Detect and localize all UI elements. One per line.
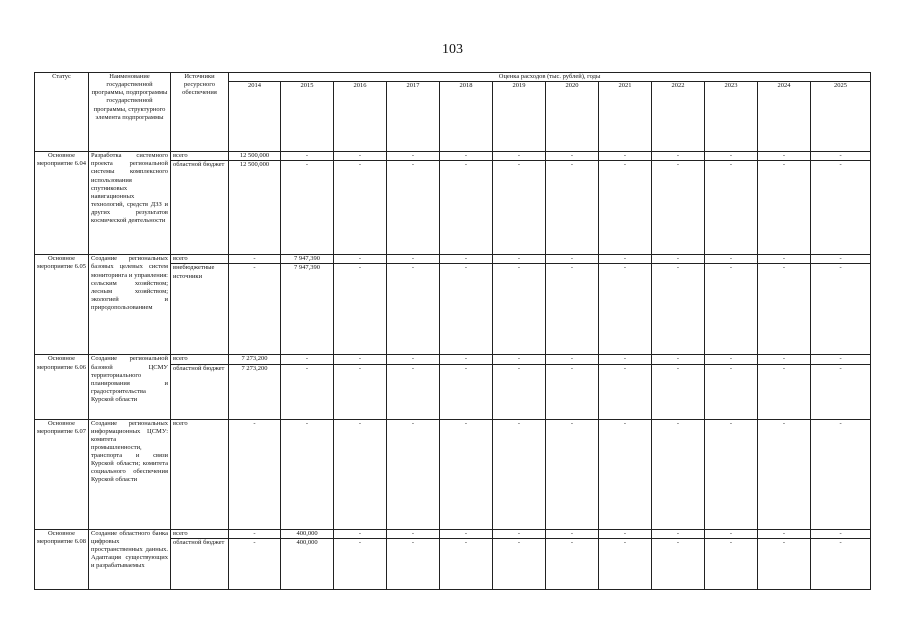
value-cell: - <box>811 529 871 538</box>
value-cell: - <box>440 161 493 255</box>
year-header: 2025 <box>811 82 871 152</box>
value-cell: - <box>440 364 493 419</box>
value-cell: - <box>705 419 758 529</box>
value-cell: - <box>440 529 493 538</box>
value-cell: - <box>387 264 440 355</box>
status-cell: Основное мероприятие 6.06 <box>35 355 89 419</box>
source-cell: всего <box>171 419 229 529</box>
value-cell: - <box>281 161 334 255</box>
value-cell: - <box>599 161 652 255</box>
value-cell: - <box>705 152 758 161</box>
value-cell: - <box>758 161 811 255</box>
value-cell: - <box>599 264 652 355</box>
value-cell: - <box>811 255 871 264</box>
value-cell: - <box>811 264 871 355</box>
value-cell: 7 273,200 <box>229 355 281 364</box>
value-cell: - <box>652 529 705 538</box>
value-cell: - <box>546 538 599 589</box>
value-cell: - <box>281 152 334 161</box>
value-cell: - <box>387 161 440 255</box>
measure-name-cell: Создание региональных информационных ЦСМУ: комитета промышленности, транспорта и связи Курской области; комитета социального обеспечения Курской области <box>89 419 171 529</box>
value-cell: - <box>599 419 652 529</box>
year-header: 2016 <box>334 82 387 152</box>
year-header: 2022 <box>652 82 705 152</box>
value-cell: - <box>811 538 871 589</box>
value-cell: - <box>705 264 758 355</box>
value-cell: 400,000 <box>281 529 334 538</box>
value-cell: - <box>387 255 440 264</box>
table-row <box>35 355 871 364</box>
table-row <box>35 419 871 529</box>
value-cell: - <box>758 264 811 355</box>
status-cell: Основное мероприятие 6.04 <box>35 152 89 255</box>
value-cell: - <box>652 161 705 255</box>
source-cell: всего <box>171 255 229 264</box>
year-header: 2019 <box>493 82 546 152</box>
value-cell: - <box>493 529 546 538</box>
value-cell: - <box>546 255 599 264</box>
value-cell: - <box>758 364 811 419</box>
source-cell: всего <box>171 355 229 364</box>
value-cell: - <box>758 538 811 589</box>
value-cell: - <box>334 364 387 419</box>
value-cell: - <box>493 364 546 419</box>
value-cell: - <box>705 355 758 364</box>
value-cell: - <box>334 538 387 589</box>
value-cell: - <box>705 161 758 255</box>
value-cell: - <box>705 364 758 419</box>
status-cell: Основное мероприятие 6.05 <box>35 255 89 355</box>
value-cell: - <box>599 152 652 161</box>
value-cell: - <box>705 255 758 264</box>
value-cell: - <box>493 538 546 589</box>
value-cell: - <box>758 255 811 264</box>
year-header: 2017 <box>387 82 440 152</box>
value-cell: - <box>493 419 546 529</box>
value-cell: 12 500,000 <box>229 152 281 161</box>
page-number: 103 <box>442 42 463 57</box>
value-cell: - <box>705 538 758 589</box>
value-cell: - <box>546 152 599 161</box>
value-cell: - <box>652 255 705 264</box>
value-cell: - <box>281 419 334 529</box>
value-cell: - <box>387 538 440 589</box>
value-cell: - <box>652 364 705 419</box>
value-cell: - <box>229 538 281 589</box>
value-cell: - <box>599 538 652 589</box>
value-cell: - <box>440 255 493 264</box>
status-cell: Основное мероприятие 6.07 <box>35 419 89 529</box>
value-cell: 12 500,000 <box>229 161 281 255</box>
value-cell: - <box>546 364 599 419</box>
value-cell: - <box>387 152 440 161</box>
value-cell: - <box>546 264 599 355</box>
value-cell: - <box>758 355 811 364</box>
source-cell: внебюджетные источники <box>171 264 229 355</box>
value-cell: - <box>811 161 871 255</box>
value-cell: - <box>758 419 811 529</box>
value-cell: - <box>758 152 811 161</box>
source-cell: областной бюджет <box>171 538 229 589</box>
value-cell: - <box>387 529 440 538</box>
source-cell: областной бюджет <box>171 161 229 255</box>
value-cell: - <box>652 264 705 355</box>
value-cell: - <box>334 419 387 529</box>
year-header: 2024 <box>758 82 811 152</box>
value-cell: - <box>334 264 387 355</box>
value-cell: - <box>334 355 387 364</box>
value-cell: - <box>440 152 493 161</box>
value-cell: - <box>546 419 599 529</box>
value-cell: - <box>599 355 652 364</box>
value-cell: - <box>387 364 440 419</box>
header-status: Статус <box>35 73 89 152</box>
table-row <box>35 529 871 538</box>
measure-name-cell: Создание областного банка цифровых пространственных данных. Адаптация существующих и разрабатываемых <box>89 529 171 589</box>
value-cell: - <box>758 529 811 538</box>
value-cell: - <box>652 355 705 364</box>
value-cell: - <box>281 364 334 419</box>
value-cell: - <box>546 161 599 255</box>
value-cell: - <box>652 419 705 529</box>
value-cell: 400,000 <box>281 538 334 589</box>
value-cell: - <box>493 255 546 264</box>
value-cell: - <box>387 355 440 364</box>
value-cell: - <box>229 264 281 355</box>
table-row <box>35 152 871 161</box>
value-cell: - <box>811 364 871 419</box>
value-cell: - <box>493 161 546 255</box>
value-cell: - <box>811 419 871 529</box>
year-header: 2023 <box>705 82 758 152</box>
value-cell: - <box>493 355 546 364</box>
year-header: 2020 <box>546 82 599 152</box>
value-cell: - <box>493 264 546 355</box>
year-header: 2015 <box>281 82 334 152</box>
source-cell: всего <box>171 152 229 161</box>
status-cell: Основное мероприятие 6.08 <box>35 529 89 589</box>
measure-name-cell: Разработка системного проекта региональной системы комплексного использования спутниковых навигационных технологий, средств ДЗЗ и других результатов космической деятельности <box>89 152 171 255</box>
value-cell: - <box>229 255 281 264</box>
value-cell: - <box>811 355 871 364</box>
measure-name-cell: Создание региональной базовой ЦСМУ территориального планирования и градостроительства Курской области <box>89 355 171 419</box>
year-header: 2021 <box>599 82 652 152</box>
year-header: 2018 <box>440 82 493 152</box>
value-cell: - <box>334 529 387 538</box>
value-cell: - <box>493 152 546 161</box>
value-cell: - <box>811 152 871 161</box>
table-row <box>35 255 871 264</box>
value-cell: - <box>599 255 652 264</box>
value-cell: - <box>229 419 281 529</box>
value-cell: - <box>440 419 493 529</box>
value-cell: - <box>652 538 705 589</box>
value-cell: - <box>546 529 599 538</box>
header-name: Наименование государственной программы, подпрограммы государственной программы, структурного элемента подпрограммы <box>89 73 171 152</box>
value-cell: - <box>334 152 387 161</box>
year-header: 2014 <box>229 82 281 152</box>
value-cell: - <box>229 529 281 538</box>
value-cell: - <box>599 529 652 538</box>
header-source: Источники ресурсного обеспечения <box>171 73 229 152</box>
value-cell: - <box>652 152 705 161</box>
value-cell: - <box>440 355 493 364</box>
value-cell: 7 947,390 <box>281 264 334 355</box>
value-cell: - <box>281 355 334 364</box>
value-cell: - <box>334 161 387 255</box>
value-cell: 7 273,200 <box>229 364 281 419</box>
budget-body <box>35 152 871 590</box>
value-cell: - <box>546 355 599 364</box>
value-cell: - <box>705 529 758 538</box>
value-cell: - <box>334 255 387 264</box>
value-cell: - <box>440 538 493 589</box>
budget-table <box>34 72 871 590</box>
header-estimate: Оценка расходов (тыс. рублей), годы <box>229 73 871 82</box>
value-cell: - <box>387 419 440 529</box>
value-cell: 7 947,390 <box>281 255 334 264</box>
measure-name-cell: Создание региональных базовых целевых систем мониторинга и управления: сельским хозяйством; лесным хозяйством; экологией и природопользованием <box>89 255 171 355</box>
value-cell: - <box>599 364 652 419</box>
source-cell: областной бюджет <box>171 364 229 419</box>
value-cell: - <box>440 264 493 355</box>
source-cell: всего <box>171 529 229 538</box>
